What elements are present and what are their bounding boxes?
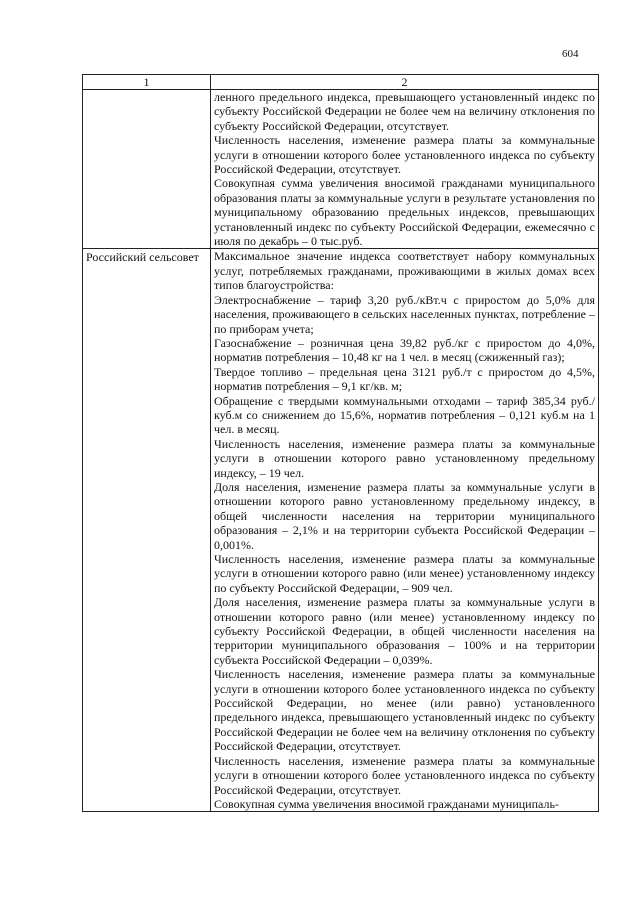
header-row [83, 75, 599, 90]
paragraph: Электроснабжение – тариф 3,20 руб./кВт.ч с приростом до 5,0% для населения, проживающего в сельских населенных пунктах, потребление – по приборам учета; [214, 292, 595, 336]
paragraph: Численность населения, изменение размера платы за коммунальные услуги в отношении которого более установленного индекса по субъекту Российской Федерации, но менее (или равно) установленного предельного индекса, превышающего установленный индекс по субъекту Российской Федерации не более чем на величину отклонения по субъекту Российской Федерации, отсутствует. [214, 667, 595, 754]
paragraph: Совокупная сумма увеличения вносимой гражданами муниципального образования платы за коммунальные услуги в результате установления по муниципальному образованию предельных индексов, превышающих установленный индекс по субъекту Российской Федерации, ежемесячно с июля по декабрь – 0 тыс.руб. [214, 176, 595, 249]
paragraph: Численность населения, изменение размера платы за коммунальные услуги в отношении которого равно (или менее) установленному индексу по субъекту Российской Федерации, – 909 чел. [214, 552, 595, 595]
page-number: 604 [562, 48, 579, 60]
row-name: Российский сельсовет [86, 250, 199, 265]
paragraph: ленного предельного индекса, превышающего установленный индекс по субъекту Российской Федерации не более чем на величину отклонения по субъекту Российской Федерации, отсутствует. [214, 90, 595, 133]
paragraph: Твердое топливо – предельная цена 3121 руб./т с приростом до 4,5%, норматив потребления – 9,1 кг/кв. м; [214, 364, 595, 394]
row-content-cell [211, 249, 599, 812]
row-name-cell [83, 249, 211, 812]
data-table [82, 74, 599, 812]
paragraph: Максимальное значение индекса соответствует набору коммунальных услуг, потребляемых гражданами, проживающими в жилых домах всех типов благоустройства: [214, 249, 595, 293]
table-row [83, 249, 599, 812]
paragraph: Доля населения, изменение размера платы за коммунальные услуги в отношении которого равно (или менее) установленному индексу по субъекту Российской Федерации, в общей численности населения на территории муниципального образования – 100% и на территории субъекта Российской Федерации – 0,039%. [214, 595, 595, 667]
paragraph: Совокупная сумма увеличения вносимой гражданами муниципаль- [214, 796, 559, 811]
paragraph: Численность населения, изменение размера платы за коммунальные услуги в отношении которого равно установленному предельному индексу, – 19 чел. [214, 436, 595, 480]
column-header-1: 1 [83, 75, 211, 90]
paragraph: Численность населения, изменение размера платы за коммунальные услуги в отношении которого более установленного индекса по субъекту Российской Федерации, отсутствует. [214, 753, 595, 797]
paragraph: Обращение с твердыми коммунальными отходами – тариф 385,34 руб./куб.м со снижением до 15,6%, норматив потребления – 0,121 куб.м на 1 чел. в месяц. [214, 393, 595, 437]
paragraph: Численность населения, изменение размера платы за коммунальные услуги в отношении которого более установленного индекса по субъекту Российской Федерации, отсутствует. [214, 133, 595, 177]
table-row [83, 90, 599, 249]
column-header-2: 2 [211, 75, 599, 90]
row-content-cell [211, 90, 599, 249]
row-name-cell [83, 90, 211, 249]
paragraph: Газоснабжение – розничная цена 39,82 руб./кг с приростом до 4,0%, норматив потребления – 10,48 кг на 1 чел. в месяц (сжиженный газ); [214, 335, 595, 365]
paragraph: Доля населения, изменение размера платы за коммунальные услуги в отношении которого равно установленному предельному индексу, в общей численности населения на территории муниципального образования – 2,1% и на территории субъекта Российской Федерации – 0,001%. [214, 479, 595, 552]
